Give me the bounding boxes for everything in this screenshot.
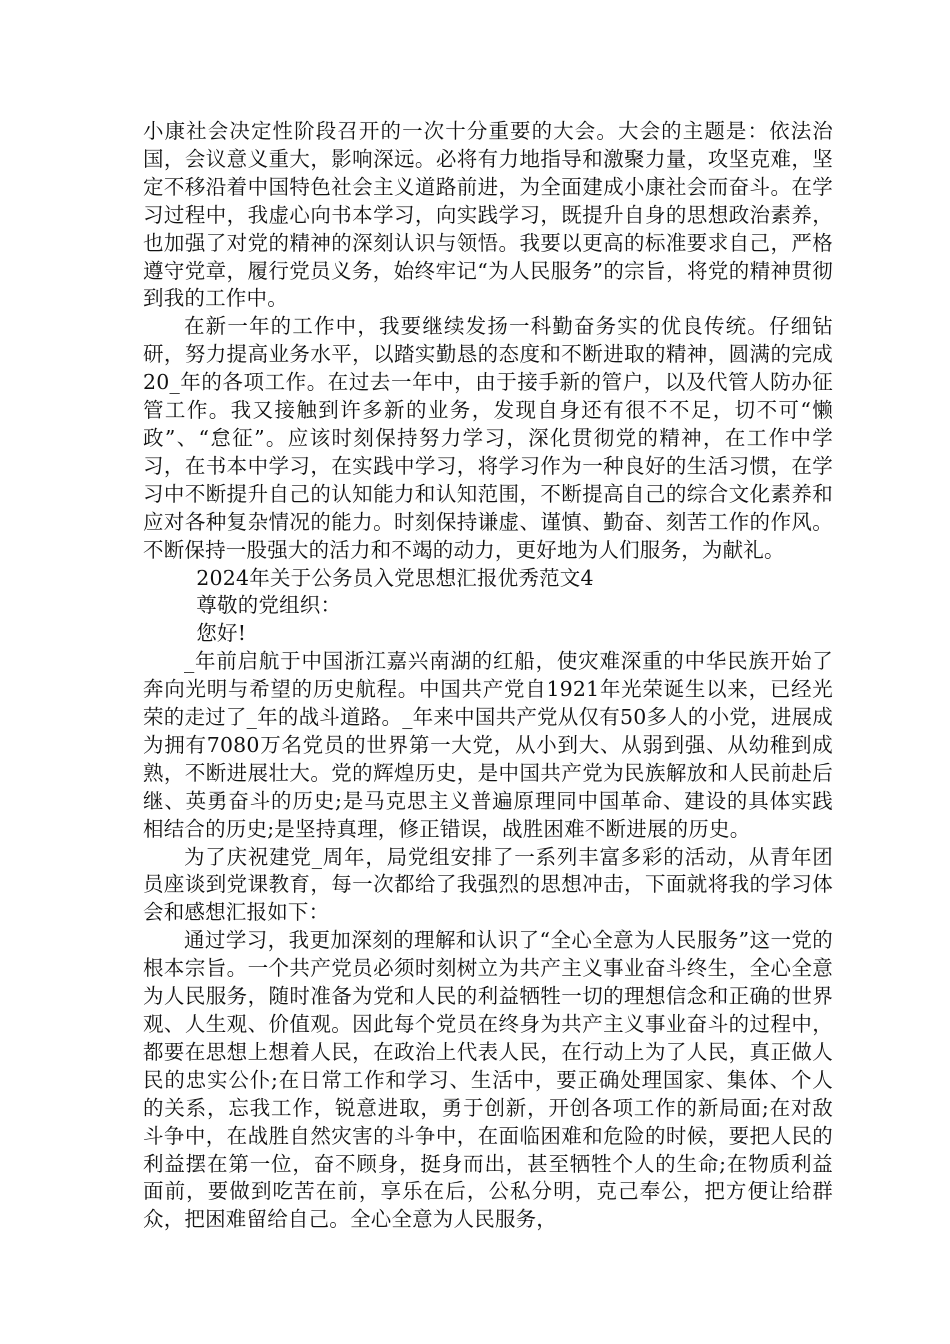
salutation: 尊敬的党组织： — [196, 593, 342, 618]
paragraph-2: 在新一年的工作中，我要继续发扬一科勤奋务实的优良传统。仔细钻研，努力提高业务水平，以踏实勤恳的态度和不断进取的精神，圆满的完成20_年的各项工作。在过去一年中，由于接手新的管户，以及代管人防办征管工作。我又接触到许多新的业务，发现自身还有很不不足，切不可“懒政”、“怠征”。应该时刻保持努力学习，深化贯彻党的精神，在工作中学习，在书本中学习，在实践中学习，将学习作为一种良好的生活习惯，在学习中不断提升自己的认知能力和认知范围，不断提高自己的综合文化素养和应对各种复杂情况的能力。时刻保持谦虚、谨慎、勤奋、刻苦工作的作风。不断保持一股强大的活力和不竭的动力，更好地为人们服务，为献礼。 — [143, 314, 833, 562]
paragraph-5: 通过学习，我更加深刻的理解和认识了“全心全意为人民服务”这一党的根本宗旨。一个共产党员必须时刻树立为共产主义事业奋斗终生，全心全意为人民服务，随时准备为党和人民的利益牺牲一切的理想信念和正确的世界观、人生观、价值观。因此每个党员在终身为共产主义事业奋斗的过程中，都要在思想上想着人民，在政治上代表人民，在行动上为了人民，真正做人民的忠实公仆;在日常工作和学习、生活中，要正确处理国家、集体、个人的关系，忘我工作，锐意进取，勇于创新，开创各项工作的新局面;在对敌斗争中，在战胜自然灾害的斗争中，在面临困难和危险的时候，要把人民的利益摆在第一位，奋不顾身，挺身而出，甚至牺牲个人的生命;在物质利益面前，要做到吃苦在前，享乐在后，公私分明，克己奉公，把方便让给群众，把困难留给自己。全心全意为人民服务， — [143, 928, 833, 1232]
section-title: 2024年关于公务员入党思想汇报优秀范文4 — [196, 565, 594, 590]
paragraph-1: 小康社会决定性阶段召开的一次十分重要的大会。大会的主题是：依法治国，会议意义重大，影响深远。必将有力地指导和激聚力量，攻坚克难，坚定不移沿着中国特色社会主义道路前进，为全面建成小康社会而奋斗。在学习过程中，我虚心向书本学习，向实践学习，既提升自身的思想政治素养，也加强了对党的精神的深刻认识与领悟。我要以更高的标准要求自己，严格遵守党章，履行党员义务，始终牢记“为人民服务”的宗旨，将党的精神贯彻到我的工作中。 — [143, 119, 833, 311]
paragraph-4: 为了庆祝建党_周年，局党组安排了一系列丰富多彩的活动，从青年团员座谈到党课教育，每一次都给了我强烈的思想冲击，下面就将我的学习体会和感想汇报如下： — [143, 844, 833, 925]
document-page — [143, 118, 833, 1234]
greeting: 您好! — [196, 621, 247, 646]
paragraph-3: _年前启航于中国浙江嘉兴南湖的红船，使灾难深重的中华民族开始了奔向光明与希望的历史航程。中国共产党自1921年光荣诞生以来，已经光荣的走过了_年的战斗道路。_年来中国共产党从仅有50多人的小党，进展成为拥有7080万名党员的世界第一大党，从小到大、从弱到强、从幼稚到成熟，不断进展壮大。党的辉煌历史，是中国共产党为民族解放和人民前赴后继、英勇奋斗的历史;是马克思主义普遍原理同中国革命、建设的具体实践相结合的历史;是坚持真理，修正错误，战胜困难不断进展的历史。 — [143, 649, 833, 841]
